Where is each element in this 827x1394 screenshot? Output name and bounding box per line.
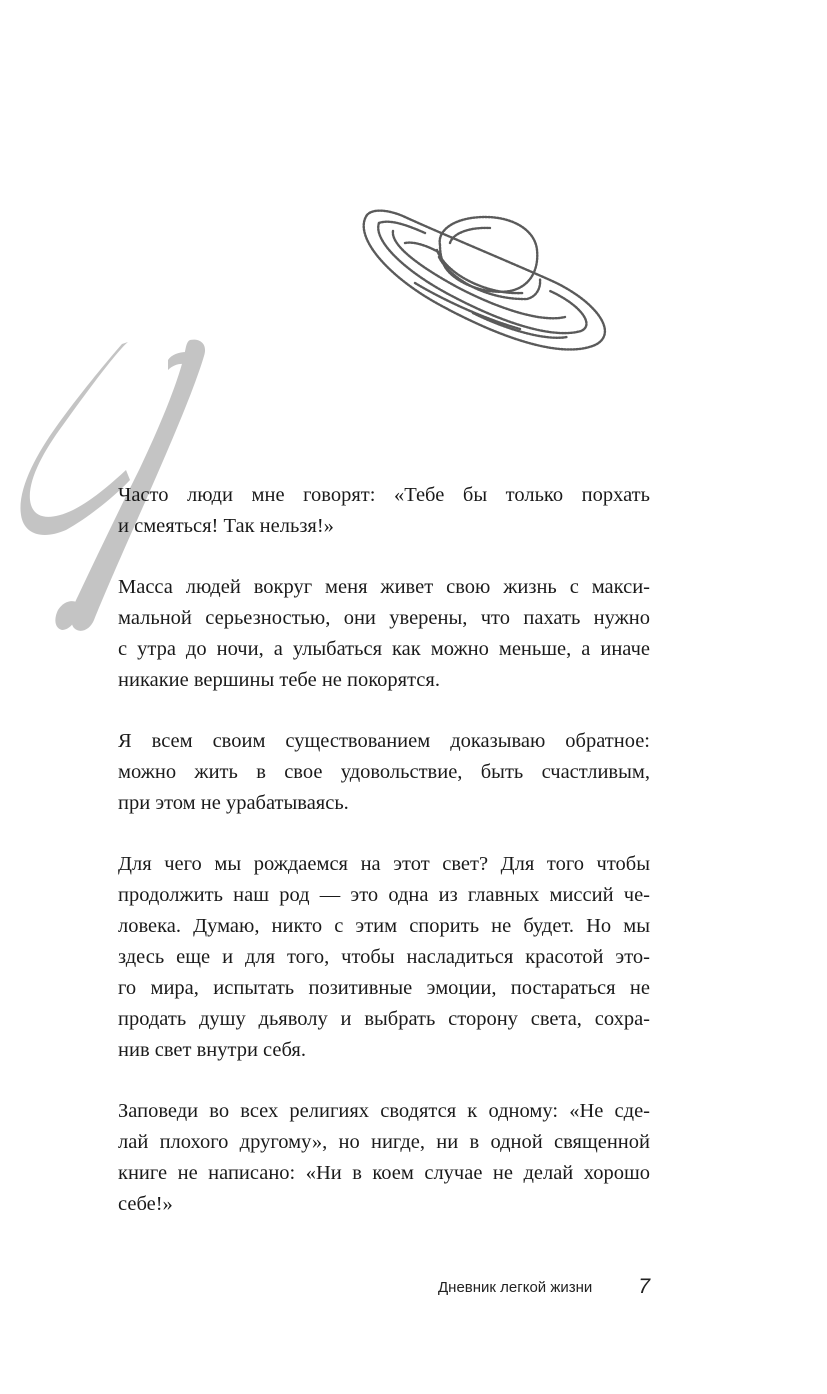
text-line: Заповеди во всех религиях сводятся к одному: «Не сде- — [118, 1100, 650, 1122]
text-line: ловека. Думаю, никто с этим спорить не будет. Но мы — [118, 915, 650, 937]
paragraph-3 — [118, 726, 650, 819]
text-line: Часто люди мне говорят: «Тебе бы только порхать — [118, 484, 650, 506]
text-line: го мира, испытать позитивные эмоции, постараться не — [118, 977, 650, 999]
body-text — [118, 480, 650, 1250]
text-line: продать душу дьяволу и выбрать сторону света, сохра- — [118, 1008, 650, 1030]
text-line: можно жить в свое удовольствие, быть счастливым, — [118, 761, 650, 783]
text-line: здесь еще и для того, чтобы насладиться красотой это- — [118, 946, 650, 968]
paragraph-1 — [118, 480, 650, 542]
sun-hat-icon — [345, 195, 615, 370]
page-footer — [118, 1272, 650, 1302]
text-line: Я всем своим существованием доказываю обратное: — [118, 730, 650, 752]
paragraph-4 — [118, 849, 650, 1066]
text-line: продолжить наш род — это одна из главных миссий че- — [118, 884, 650, 906]
page-number: 7 — [638, 1275, 650, 1298]
text-line: с утра до ночи, а улыбаться как можно меньше, а иначе — [118, 638, 650, 660]
paragraph-5 — [118, 1096, 650, 1220]
text-line: и смеяться! Так нельзя!» — [118, 515, 334, 537]
running-title: Дневник легкой жизни — [438, 1278, 593, 1296]
text-line: книге не написано: «Ни в коем случае не делай хорошо — [118, 1162, 650, 1184]
paragraph-2 — [118, 572, 650, 696]
text-line: никакие вершины тебе не покорятся. — [118, 669, 440, 691]
text-line: нив свет внутри себя. — [118, 1039, 306, 1061]
text-line: Для чего мы рождаемся на этот свет? Для того чтобы — [118, 853, 650, 875]
text-line: мальной серьезностью, они уверены, что пахать нужно — [118, 607, 650, 629]
text-line: при этом не урабатываясь. — [118, 792, 349, 814]
text-line: себе!» — [118, 1193, 173, 1215]
text-line: Масса людей вокруг меня живет свою жизнь с макси- — [118, 576, 650, 598]
text-line: лай плохого другому», но нигде, ни в одной священной — [118, 1131, 650, 1153]
